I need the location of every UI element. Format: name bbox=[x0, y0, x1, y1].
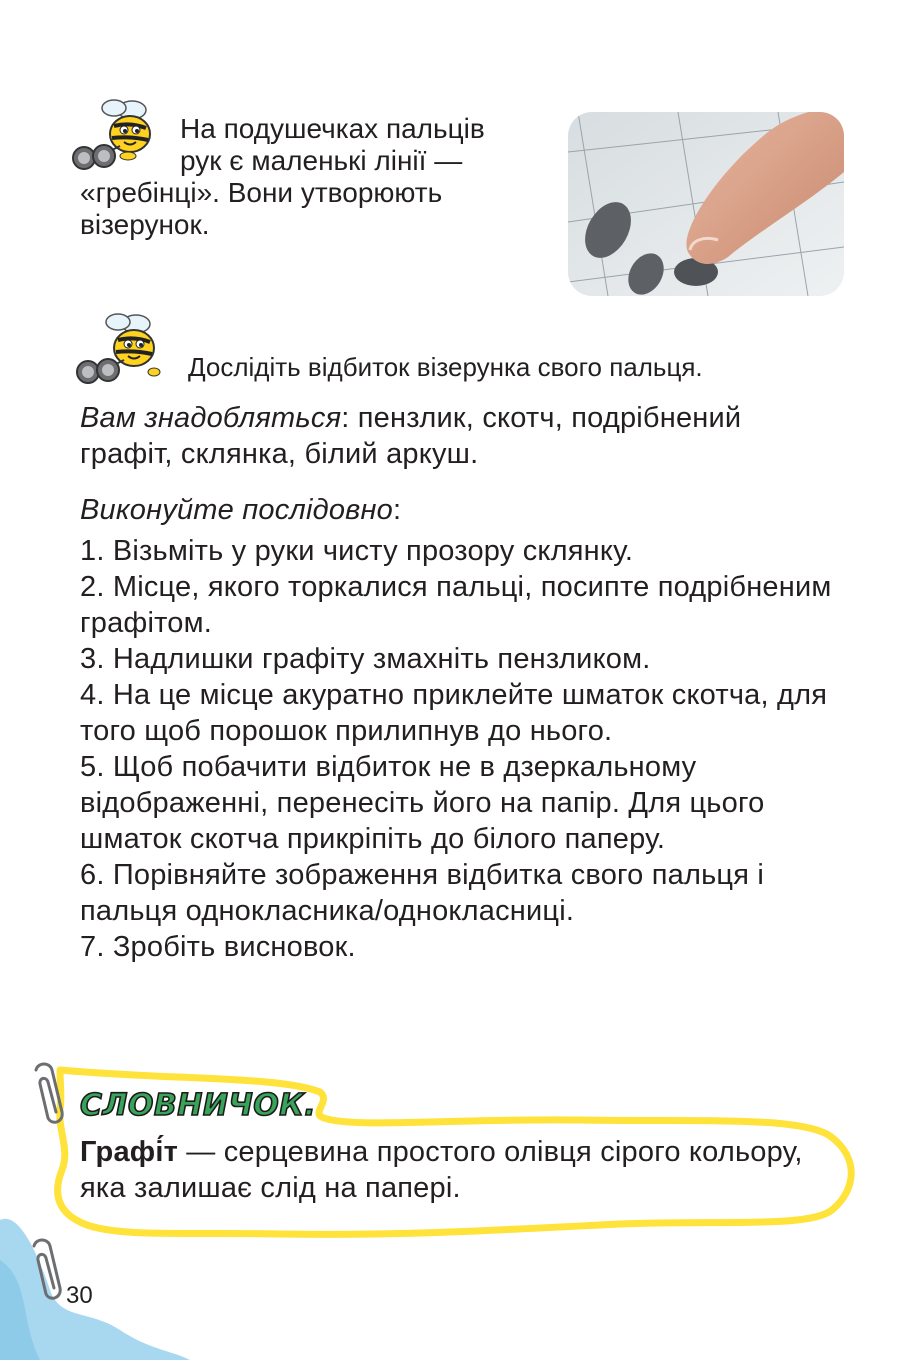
glossary-title: СЛОВНИЧОК. bbox=[80, 1088, 317, 1123]
step-item: 7. Зробіть висновок. bbox=[80, 931, 356, 963]
materials-paragraph bbox=[80, 400, 840, 472]
glossary-term: Графі́т bbox=[80, 1136, 179, 1168]
intro-line: На подушечках пальців bbox=[180, 113, 485, 144]
glossary-definition bbox=[80, 1134, 840, 1206]
materials-label: Вам знадобляться bbox=[80, 402, 342, 434]
steps-list bbox=[80, 533, 860, 965]
materials-list: : пензлик, скотч, подрібнений графіт, склянка, білий аркуш. bbox=[80, 402, 742, 470]
glossary-text: — серцевина простого олівця сірого кольору, яка залишає слід на папері. bbox=[80, 1136, 803, 1204]
intro-paragraph bbox=[80, 113, 550, 241]
intro-line: «гребінці». Вони утворюють bbox=[80, 177, 443, 208]
intro-line: візерунок. bbox=[80, 209, 210, 240]
step-item: 5. Щоб побачити відбиток не в дзеркальному відображенні, перенесіть його на папір. Для цього шматок скотча прикріпіть до білого паперу. bbox=[80, 751, 765, 855]
step-item: 3. Надлишки графіту змахніть пензликом. bbox=[80, 643, 651, 675]
paperclip-icon bbox=[26, 1060, 70, 1130]
step-item: 2. Місце, якого торкалися пальці, посипте подрібненим графітом. bbox=[80, 571, 832, 639]
sequence-label: Виконуйте послідовно bbox=[80, 494, 393, 526]
sequence-heading: Виконуйте послідовно: bbox=[80, 494, 402, 526]
fingerprint-photo bbox=[568, 112, 844, 296]
task-heading: Дослідіть відбиток візерунка свого пальця. bbox=[188, 352, 703, 382]
intro-line: рук є маленькі лінії — bbox=[180, 145, 463, 176]
step-item: 1. Візьміть у руки чисту прозору склянку. bbox=[80, 535, 634, 567]
bee-with-binoculars-icon bbox=[74, 310, 174, 390]
step-item: 4. На це місце акуратно приклейте шматок скотча, для того щоб порошок прилипнув до нього. bbox=[80, 679, 828, 747]
paperclip-icon bbox=[24, 1236, 68, 1306]
page-number: 30 bbox=[66, 1282, 93, 1309]
step-item: 6. Порівняйте зображення відбитка свого пальця і пальця однокласника/однокласниці. bbox=[80, 859, 765, 927]
